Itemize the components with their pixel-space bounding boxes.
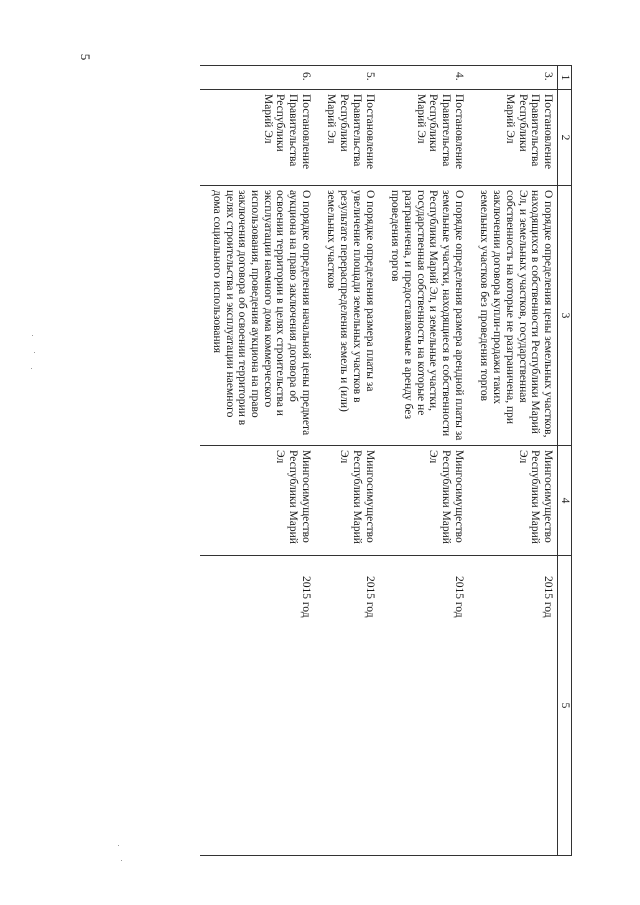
table-row (468, 66, 558, 856)
column-header: 4 (558, 446, 572, 556)
table-header-row (558, 66, 572, 856)
column-header: 5 (558, 556, 572, 856)
document-title: О порядке определения цены земельных участков, находящихся в собственности Республики Марий Эл, и земельных участков, государственная собственность на которые не разграничена, при заключении договора купли-продажи таких земельных участков без проведения торгов (468, 186, 558, 446)
row-number: 5. (315, 66, 379, 90)
document-type: Постановление Правительства Республики Марий Эл (468, 90, 558, 186)
scan-speck (121, 860, 122, 861)
deadline: 2015 год (468, 556, 558, 856)
deadline: 2015 год (315, 556, 379, 856)
row-number: 4. (379, 66, 468, 90)
scan-speck (32, 335, 33, 336)
scan-speck (118, 845, 119, 846)
executor: Мингосимущество Республики Марий Эл (468, 446, 558, 556)
table-row (379, 66, 468, 856)
document-title: О порядке определения размера платы за увеличение площади земельных участков в результате перераспределения земель и (или) земельных участков (315, 186, 379, 446)
executor: Мингосимущество Республики Марий Эл (379, 446, 468, 556)
deadline: 2015 год (379, 556, 468, 856)
document-title: О порядке определения начальной цены предмета аукциона на право заключения договора об освоении территории в целях строительства и эксплуатации наемного дома коммерческого использования, проведения аукциона на право заключения договора об освоении территории в целях строительства и эксплуатации наемного дома социального использования (200, 186, 315, 446)
scan-speck (34, 352, 35, 353)
document-type: Постановление Правительства Республики Марий Эл (379, 90, 468, 186)
deadline: 2015 год (200, 556, 315, 856)
rotated-page-content (97, 65, 572, 855)
column-header: 1 (558, 66, 572, 90)
row-number: 6. (200, 66, 315, 90)
page-number: 5 (78, 53, 93, 61)
table-row (200, 66, 315, 856)
executor: Мингосимущество Республики Марий Эл (315, 446, 379, 556)
row-number: 3. (468, 66, 558, 90)
column-header: 3 (558, 186, 572, 446)
document-title: О порядке определения размера арендной платы за земельные участки, находящиеся в собственности Республики Марий Эл, и земельные участки, государственная собственность на которые не разграничена, и предоставляемые в аренду без проведения торгов (379, 186, 468, 446)
document-type: Постановление Правительства Республики Марий Эл (200, 90, 315, 186)
regulations-table (200, 65, 572, 856)
document-type: Постановление Правительства Республики Марий Эл (315, 90, 379, 186)
table-row (315, 66, 379, 856)
executor: Мингосимущество Республики Марий Эл (200, 446, 315, 556)
column-header: 2 (558, 90, 572, 186)
scan-speck (31, 368, 32, 369)
